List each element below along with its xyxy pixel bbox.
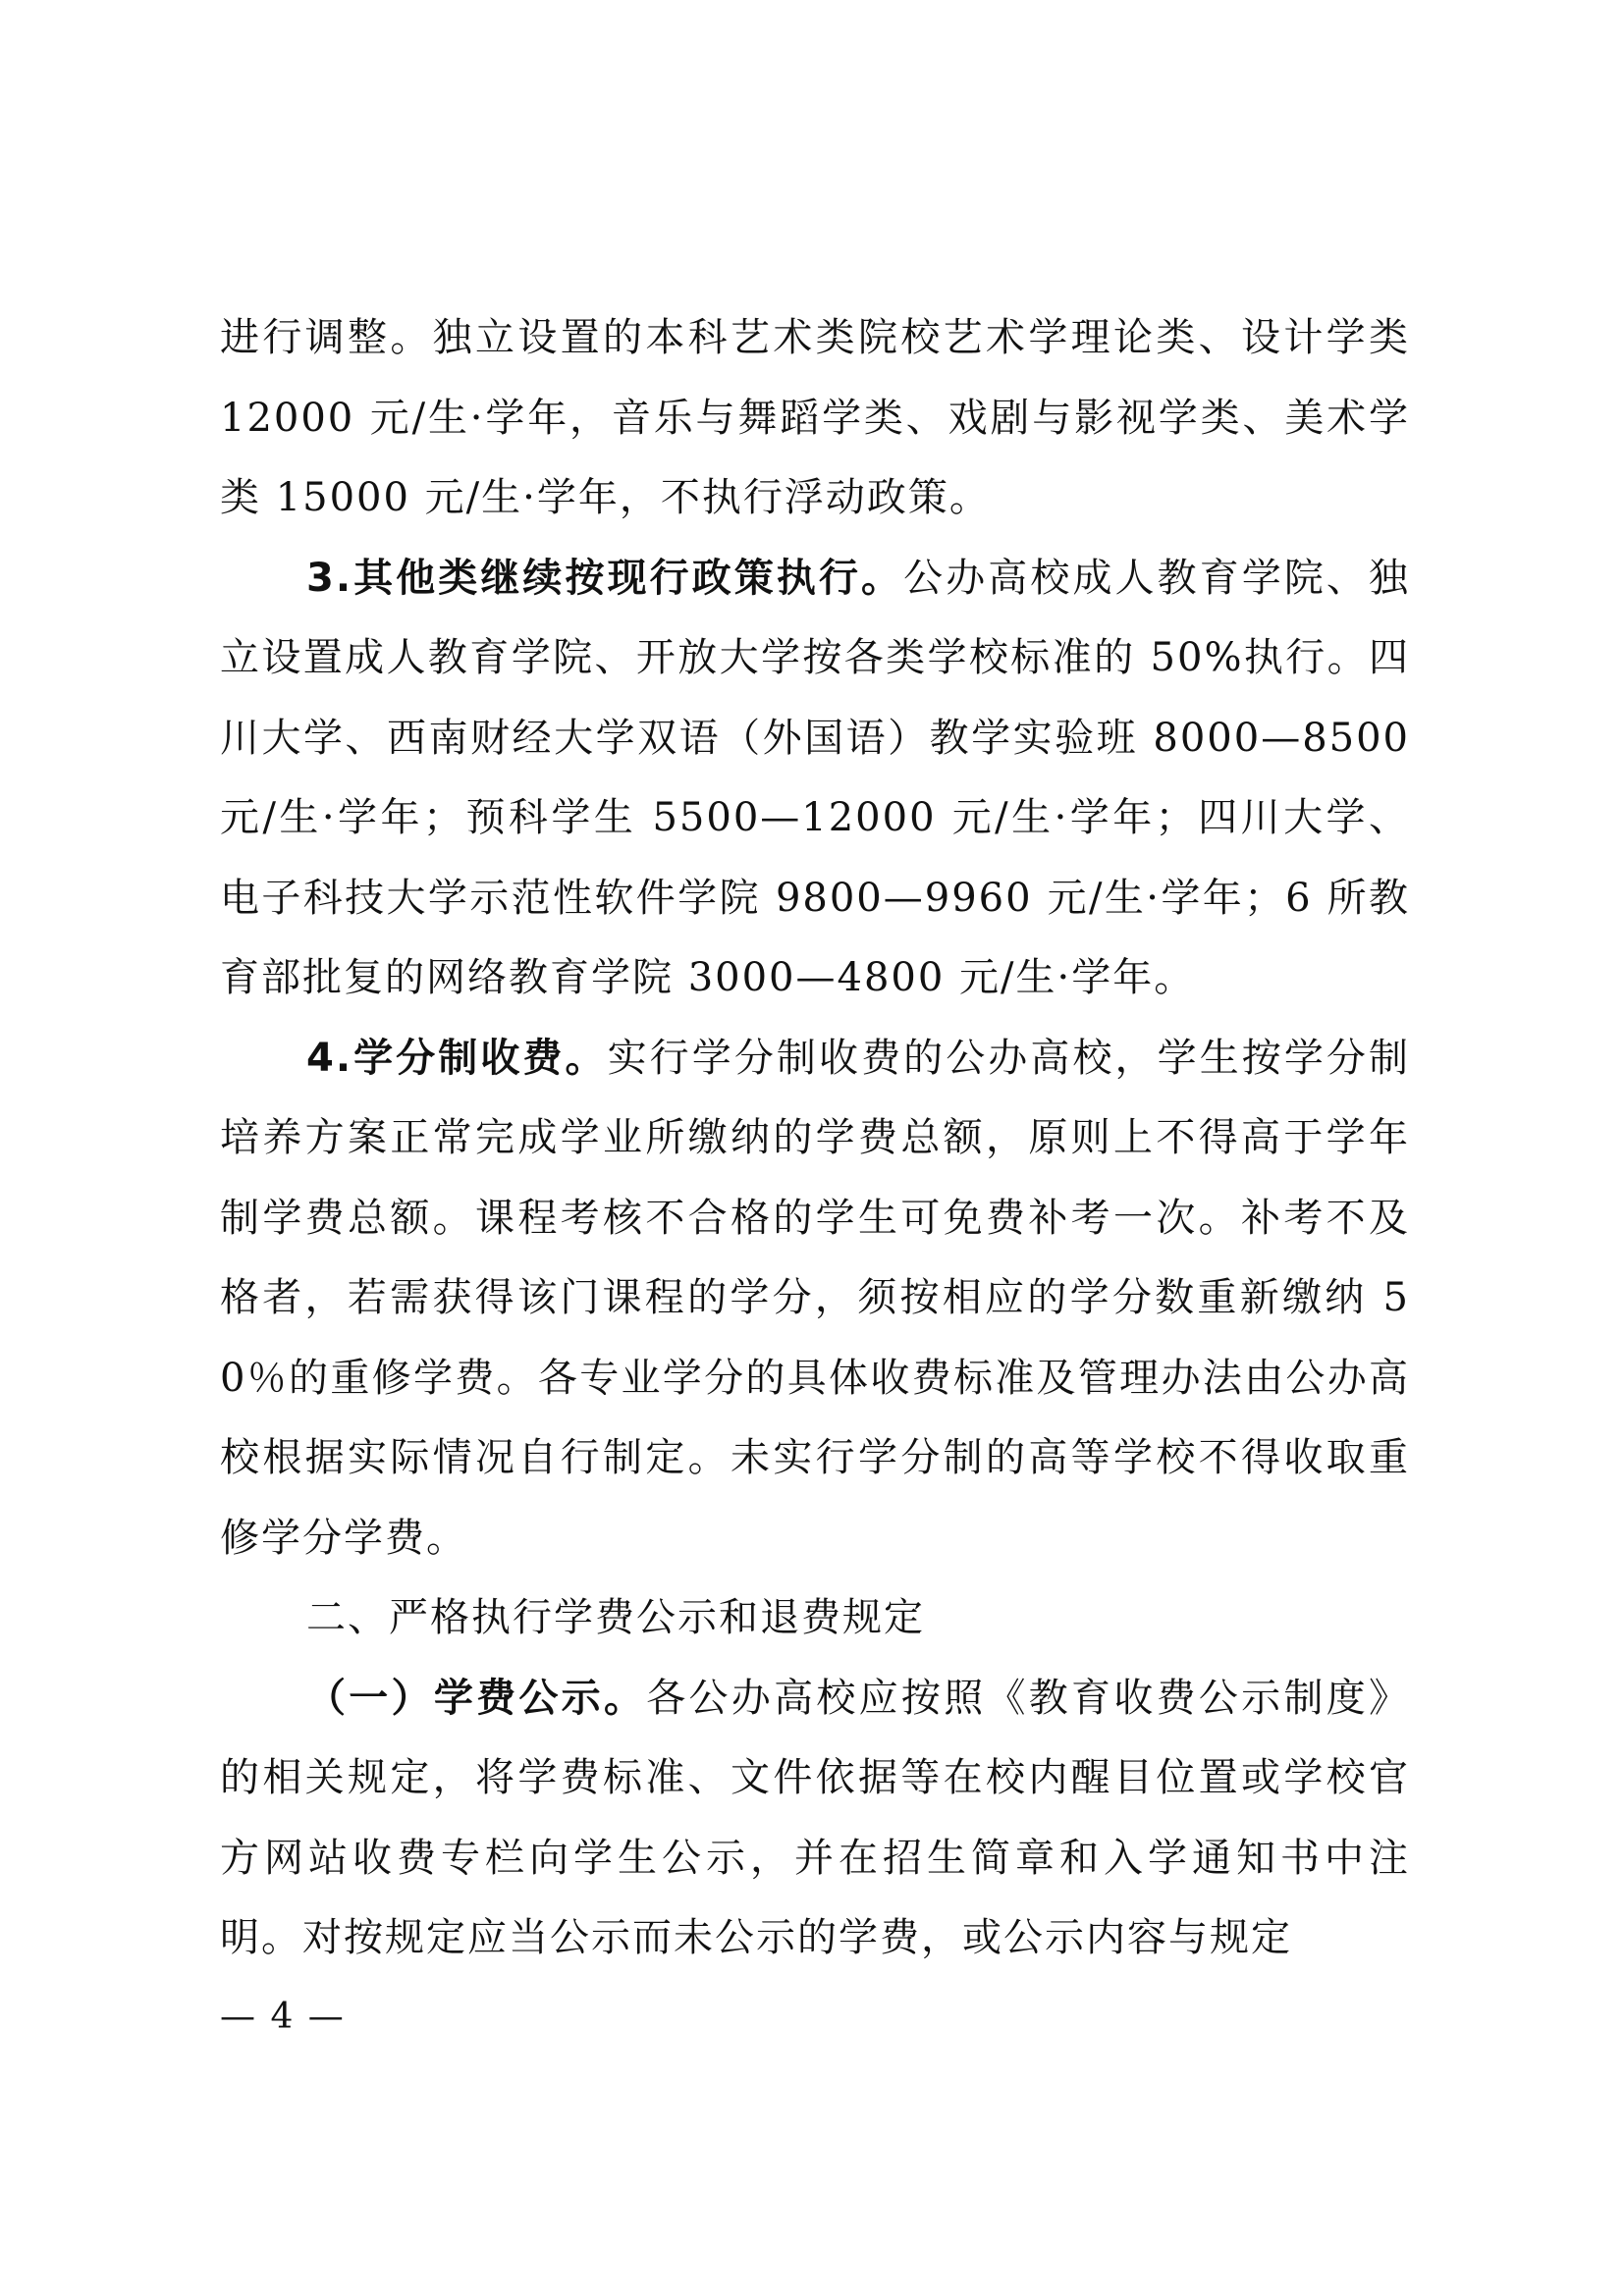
paragraph-heading: 3.其他类继续按现行政策执行。 bbox=[306, 555, 904, 601]
section-heading: 二、严格执行学费公示和退费规定 bbox=[306, 1595, 925, 1640]
paragraph-fee-disclosure bbox=[220, 1659, 1410, 1979]
paragraph-text: 公办高校成人教育学院、独立设置成人教育学院、开放大学按各类学校标准的 50%执行。四川大学、西南财经大学双语（外国语）教学实验班 8000—8500 元/生·学年；预科学生 5500—12000 元/生·学年；四川大学、电子科技大学示范性软件学院 9800—9960 元/生·学年；6 所教育部批复的网络教育学院 3000—4800 元/生·学年。 bbox=[220, 555, 1411, 1000]
paragraph-text: 实行学分制收费的公办高校，学生按学分制培养方案正常完成学业所缴纳的学费总额，原则上不得高于学年制学费总额。课程考核不合格的学生可免费补考一次。补考不及格者，若需获得该门课程的学分，须按相应的学分数重新缴纳 50％的重修学费。各专业学分的具体收费标准及管理办法由公办高校根据实际情况自行制定。未实行学分制的高等学校不得收取重修学分学费。 bbox=[220, 1035, 1411, 1561]
paragraph-text: 进行调整。独立设置的本科艺术类院校艺术学理论类、设计学类 12000 元/生·学年，音乐与舞蹈学类、戏剧与影视学类、美术学类 15000 元/生·学年，不执行浮动政策。 bbox=[220, 315, 1410, 520]
paragraph-credit-system-fees bbox=[220, 1019, 1410, 1579]
paragraph-heading: （一）学费公示。 bbox=[306, 1675, 647, 1721]
paragraph-text: 各公办高校应按照《教育收费公示制度》的相关规定，将学费标准、文件依据等在校内醒目位置或学校官方网站收费专栏向学生公示，并在招生简章和入学通知书中注明。对按规定应当公示而未公示的学费，或公示内容与规定 bbox=[220, 1675, 1411, 1960]
page-number: — 4 — bbox=[220, 1997, 346, 2037]
paragraph-art-college-fees bbox=[220, 298, 1410, 539]
paragraph-other-categories bbox=[220, 539, 1410, 1019]
document-body bbox=[220, 298, 1410, 1979]
paragraph-heading: 4.学分制收费。 bbox=[306, 1035, 608, 1081]
